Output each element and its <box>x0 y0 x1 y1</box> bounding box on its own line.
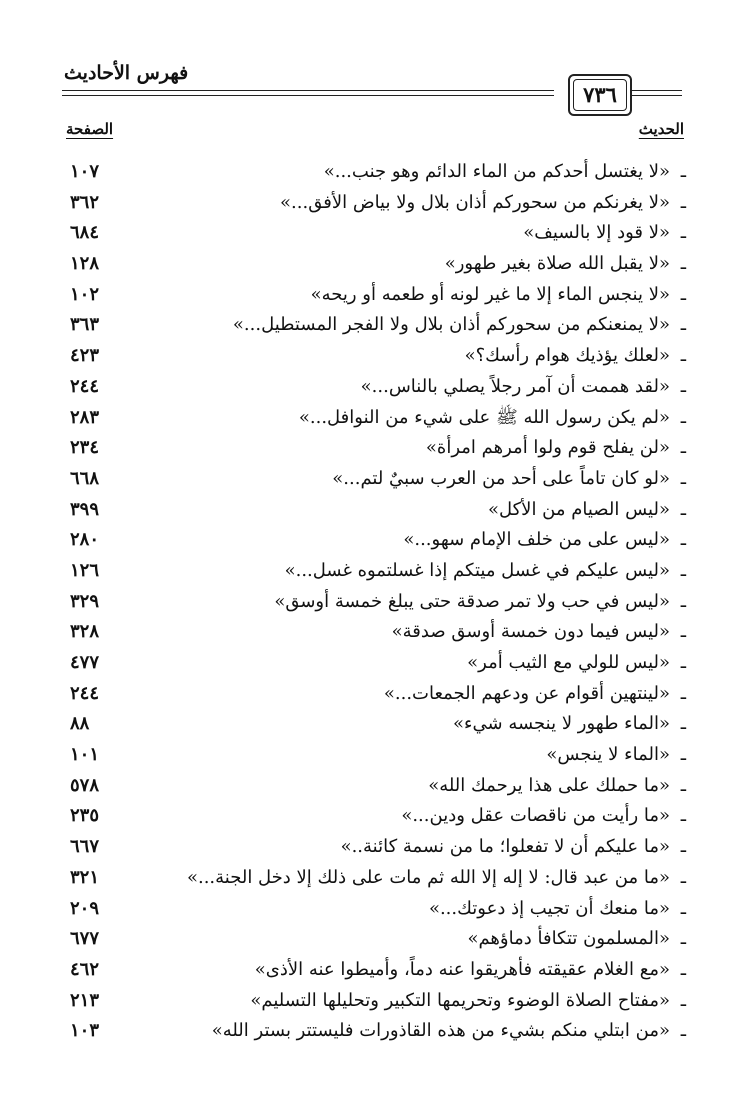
page-ref: ٣٦٢ <box>70 191 100 213</box>
hadith-text: «المسلمون تتكافأ دماؤهم» <box>467 928 670 950</box>
hadith-text: «لينتهين أقوام عن ودعهم الجمعات...» <box>383 682 670 704</box>
hadith-index-list <box>60 158 686 1048</box>
page-ref: ٢٤٤ <box>70 375 100 397</box>
index-entry <box>60 925 686 956</box>
index-entry <box>60 802 686 833</box>
entry-dash: ـ <box>680 253 686 275</box>
page-ref: ٨٨ <box>70 713 90 735</box>
entry-dash: ـ <box>680 621 686 643</box>
hadith-text: «لا يغتسل أحدكم من الماء الدائم وهو جنب...» <box>323 161 670 182</box>
index-entry <box>60 219 686 250</box>
entry-dash: ـ <box>680 559 686 581</box>
index-entry <box>60 557 686 588</box>
entry-dash: ـ <box>680 161 686 182</box>
hadith-text: «الماء طهور لا ينجسه شيء» <box>453 713 670 735</box>
index-entry <box>60 342 686 373</box>
page-ref: ١٠٧ <box>70 161 100 182</box>
entry-dash: ـ <box>680 836 686 858</box>
entry-dash: ـ <box>680 590 686 612</box>
page-ref: ٢٨٣ <box>70 406 100 428</box>
index-entry <box>60 741 686 772</box>
index-entry <box>60 618 686 649</box>
hadith-text: «لعلك يؤذيك هوام رأسك؟» <box>464 345 670 367</box>
entry-dash: ـ <box>680 1020 686 1042</box>
entry-dash: ـ <box>680 467 686 489</box>
index-entry <box>60 956 686 987</box>
entry-dash: ـ <box>680 406 686 428</box>
hadith-text: «ليس في حب ولا تمر صدقة حتى يبلغ خمسة أوسق» <box>274 590 670 612</box>
page-ref: ٥٧٨ <box>70 774 100 796</box>
hadith-text: «لا ينجس الماء إلا ما غير لونه أو طعمه أو ريحه» <box>310 283 670 305</box>
entry-dash: ـ <box>680 774 686 796</box>
page-ref: ٣٢٨ <box>70 621 100 643</box>
index-entry <box>60 895 686 926</box>
index-entry <box>60 250 686 281</box>
entry-dash: ـ <box>680 866 686 888</box>
page-ref: ٦٧٧ <box>70 928 100 950</box>
page-ref: ٣٩٩ <box>70 498 100 520</box>
index-entry <box>60 526 686 557</box>
page-ref: ١٢٦ <box>70 559 100 581</box>
entry-dash: ـ <box>680 498 686 520</box>
hadith-text: «من ابتلي منكم بشيء من هذه القاذورات فليستتر بستر الله» <box>211 1020 670 1042</box>
hadith-text: «ليس عليكم في غسل ميتكم إذا غسلتموه غسل...» <box>284 559 670 581</box>
page-ref: ٢٣٥ <box>70 805 100 827</box>
index-entry <box>60 772 686 803</box>
hadith-text: «ما من عبد قال: لا إله إلا الله ثم مات على ذلك إلا دخل الجنة...» <box>186 866 670 888</box>
page-ref: ٤٦٢ <box>70 958 100 980</box>
entry-dash: ـ <box>680 375 686 397</box>
entry-dash: ـ <box>680 314 686 336</box>
hadith-text: «لا قود إلا بالسيف» <box>523 222 670 244</box>
hadith-text: «ما عليكم أن لا تفعلوا؛ ما من نسمة كائنة..» <box>340 836 670 858</box>
hadith-text: «ليس للولي مع الثيب أمر» <box>467 652 670 673</box>
hadith-text: «ما منعك أن تجيب إذ دعوتك...» <box>428 897 670 919</box>
index-entry <box>60 465 686 496</box>
page-ref: ١٠٣ <box>70 1020 100 1042</box>
index-entry <box>60 680 686 711</box>
hadith-text: «لا يمنعنكم من سحوركم أذان بلال ولا الفجر المستطيل...» <box>232 314 670 336</box>
index-entry <box>60 311 686 342</box>
entry-dash: ـ <box>680 897 686 919</box>
hadith-text: «ليس على من خلف الإمام سهو...» <box>403 529 670 551</box>
entry-dash: ـ <box>680 713 686 735</box>
entry-dash: ـ <box>680 989 686 1011</box>
entry-dash: ـ <box>680 191 686 213</box>
page-title: فهرس الأحاديث <box>64 62 189 84</box>
page-ref: ٤٢٣ <box>70 345 100 367</box>
entry-dash: ـ <box>680 805 686 827</box>
page-ref: ٢٨٠ <box>70 529 100 551</box>
page-ref: ١٠٢ <box>70 283 100 305</box>
hadith-text: «ليس فيما دون خمسة أوسق صدقة» <box>391 621 670 643</box>
page-ref: ٦٦٨ <box>70 467 100 489</box>
hadith-text: «ليس الصيام من الأكل» <box>487 498 670 520</box>
page-ref: ٣٢٩ <box>70 590 100 612</box>
entry-dash: ـ <box>680 437 686 459</box>
hadith-text: «مع الغلام عقيقته فأهريقوا عنه دماً، وأميطوا عنه الأذى» <box>254 958 670 980</box>
entry-dash: ـ <box>680 222 686 244</box>
index-entry <box>60 281 686 312</box>
index-entry <box>60 833 686 864</box>
index-entry <box>60 373 686 404</box>
rule-gap-left <box>554 84 568 102</box>
page-ref: ٣٢١ <box>70 866 100 888</box>
page-ref: ٢٤٤ <box>70 682 100 704</box>
hadith-text: «مفتاح الصلاة الوضوء وتحريمها التكبير وتحليلها التسليم» <box>250 989 670 1011</box>
page-ref: ١٢٨ <box>70 253 100 275</box>
hadith-text: «الماء لا ينجس» <box>546 744 670 766</box>
hadith-text: «لو كان تاماً على أحد من العرب سبيٌ لتم...» <box>332 467 670 489</box>
page-ref: ٣٦٣ <box>70 314 100 336</box>
page-ref: ٢٣٤ <box>70 437 100 459</box>
entry-dash: ـ <box>680 652 686 673</box>
index-entry <box>60 158 686 189</box>
page-ref: ٢٠٩ <box>70 897 100 919</box>
index-entry <box>60 649 686 680</box>
index-entry <box>60 189 686 220</box>
hadith-text: «لقد هممت أن آمر رجلاً يصلي بالناس...» <box>360 375 670 397</box>
index-entry <box>60 987 686 1018</box>
page-number: ٧٣٦ <box>573 79 627 111</box>
hadith-text: «لا يقبل الله صلاة بغير طهور» <box>444 253 670 275</box>
page-ref: ٦٨٤ <box>70 222 100 244</box>
column-header-page: الصفحة <box>66 120 114 138</box>
page-ref: ٤٧٧ <box>70 652 100 673</box>
index-entry <box>60 588 686 619</box>
page-number-box <box>568 74 632 116</box>
hadith-text: «لن يفلح قوم ولوا أمرهم امرأة» <box>425 437 670 459</box>
entry-dash: ـ <box>680 283 686 305</box>
index-entry <box>60 1017 686 1048</box>
hadith-text: «ما حملك على هذا يرحمك الله» <box>428 774 670 796</box>
entry-dash: ـ <box>680 345 686 367</box>
index-entry <box>60 864 686 895</box>
hadith-text: «لم يكن رسول الله ﷺ على شيء من النوافل...» <box>298 406 670 428</box>
index-entry <box>60 434 686 465</box>
index-entry <box>60 496 686 527</box>
index-entry <box>60 404 686 435</box>
entry-dash: ـ <box>680 958 686 980</box>
page-ref: ٦٦٧ <box>70 836 100 858</box>
entry-dash: ـ <box>680 529 686 551</box>
index-entry <box>60 710 686 741</box>
page-ref: ١٠١ <box>70 744 100 766</box>
column-header-hadith: الحديث <box>638 120 684 138</box>
entry-dash: ـ <box>680 682 686 704</box>
page-ref: ٢١٣ <box>70 989 100 1011</box>
hadith-text: «ما رأيت من ناقصات عقل ودين...» <box>401 805 670 827</box>
hadith-text: «لا يغرنكم من سحوركم أذان بلال ولا بياض الأفق...» <box>280 191 670 213</box>
entry-dash: ـ <box>680 744 686 766</box>
entry-dash: ـ <box>680 928 686 950</box>
